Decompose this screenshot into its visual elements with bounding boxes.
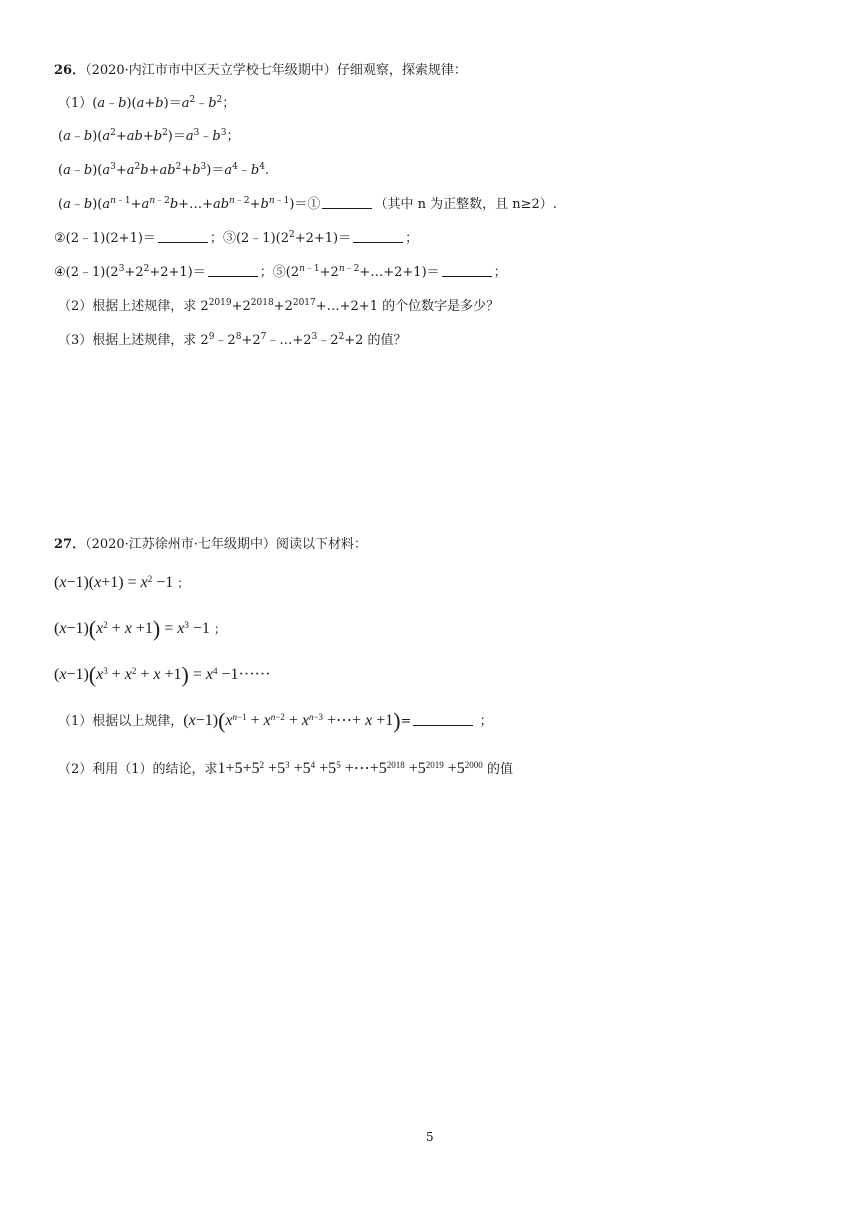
q26-number: 26． (54, 63, 86, 78)
answer-blank-6[interactable] (413, 713, 473, 726)
answer-blank-4[interactable] (208, 264, 258, 277)
q26-eq4: $(a﹣b)(a^{n﹣1}+a^{n﹣2}b+\dots+ab^{n﹣2}+b^{n﹣1})=①$ （其中 n 为正整数，且 n≥2）. (58, 196, 557, 212)
q27-eq3: $(x-1)(x^3 + x^2 + x +1) = x^4 -1\cdot\cdot\cdot\cdot\cdot\cdot$ (54, 662, 271, 687)
q27-source: （2020·江苏徐州市·七年级期中） (85, 537, 276, 552)
q26-intro: 仔细观察，探索规律： (336, 63, 467, 78)
q27-number: 27． (54, 537, 86, 552)
q26-title (54, 62, 467, 80)
q26-eq3: $(a﹣b)(a^3+a^2b+ab^2+b^3)=a^4﹣b^4$. (58, 162, 270, 178)
q26-part2: （2）根据上述规律，求 $2^{2019}+2^{2018}+2^{2017}+\dots+2+1$ 的个位数字是多少？ (58, 298, 500, 314)
q27-intro: 阅读以下材料： (275, 537, 367, 552)
q26-eq6: $④(2﹣1)(2^3+2^2+2+1)=$ ；$⑤(2^{n﹣1}+2^{n﹣2}+\dots+2+1)=$ ； (54, 264, 507, 280)
q26-condition: （其中 n 为正整数，且 n≥2）. (374, 197, 557, 212)
q26-eq1: $(1)(a﹣b)(a+b)=a^2﹣b^2$； (58, 95, 236, 111)
q26-eq5: ②(2﹣1)(2+1)＝ ；$③(2﹣1)(2^2+2+1)=$ ； (54, 230, 419, 246)
q27-eq2: $(x-1)(x^2 + x +1) = x^3 -1$ ； (54, 616, 226, 641)
page-number: 5 (426, 1130, 434, 1144)
answer-blank-3[interactable] (353, 230, 403, 243)
q27-part1: （1）根据以上规律，$(x-1)(x^{n-1} + x^{n-2} + x^{n-3}$ +⋯+ x +1)= ； (58, 708, 493, 733)
answer-blank-1[interactable] (322, 196, 372, 209)
q27-eq1: $(x-1)(x+1) = x^2 -1$ ； (54, 574, 190, 591)
answer-blank-5[interactable] (442, 264, 492, 277)
q26-source: （2020·内江市市中区天立学校七年级期中） (85, 63, 337, 78)
answer-blank-2[interactable] (158, 230, 208, 243)
q26-eq2: $(a﹣b)(a^2+ab+b^2)=a^3﹣b^3$； (58, 128, 240, 144)
q26-part3: （3）根据上述规律，求 $2^9﹣2^8+2^7﹣\dots+2^3﹣2^2+2$ 的值？ (58, 332, 407, 348)
q27-title (54, 536, 367, 554)
q27-part2: （2）利用（1）的结论，求$1+5+5^2 +5^3 +5^4 +5^5$ $+\cdots+5^{2018} +5^{2019} +5^{2000}$ 的值 (58, 760, 513, 777)
